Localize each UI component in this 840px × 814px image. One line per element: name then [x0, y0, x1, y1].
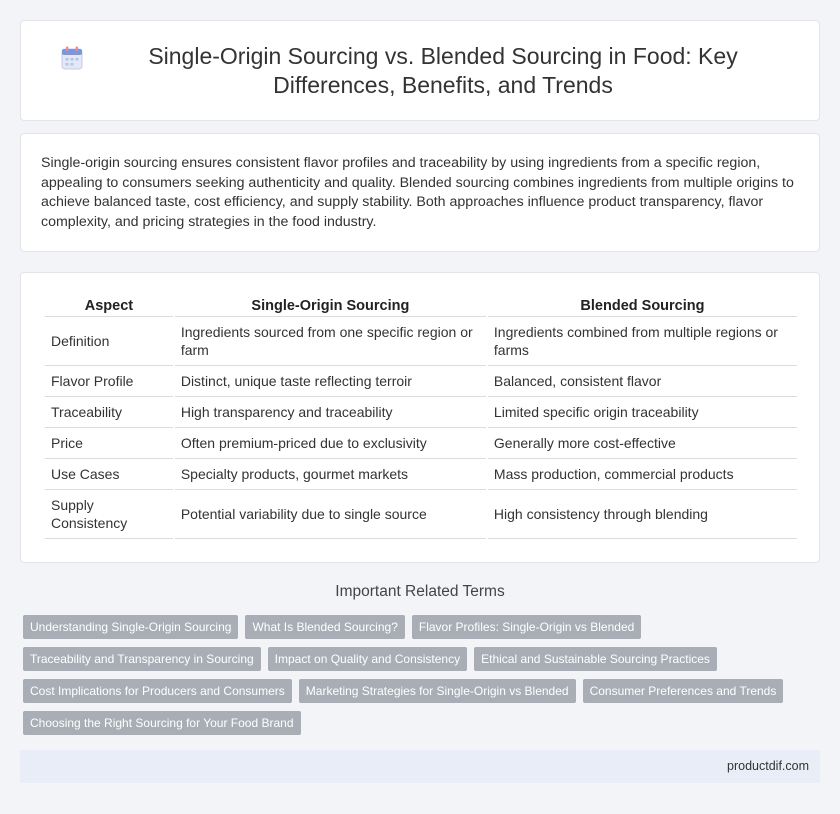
table-row — [45, 459, 797, 490]
tag-row — [23, 647, 823, 671]
related-tag[interactable]: What Is Blended Sourcing? — [245, 615, 404, 639]
cell-single-origin: Potential variability due to single source — [175, 490, 486, 539]
header-aspect: Aspect — [45, 295, 173, 317]
related-terms-tags — [23, 615, 823, 743]
cell-blended: High consistency through blending — [488, 490, 797, 539]
header-blended: Blended Sourcing — [488, 295, 797, 317]
intro-paragraph: Single-origin sourcing ensures consistent flavor profiles and traceability by using ingredients from a specific region, appealing to consumers seeking authenticity and quality. Blended sourcing combines ingredients from multiple origins to achieve balanced taste, cost efficiency, and supply stability. Both approaches influence product transparency, flavor complexity, and pricing strategies in the food industry. — [41, 155, 794, 230]
site-link[interactable]: productdif.com — [727, 759, 809, 773]
cell-aspect: Flavor Profile — [45, 366, 173, 397]
title-wrap — [61, 42, 779, 100]
table-row — [45, 366, 797, 397]
cell-single-origin: Specialty products, gourmet markets — [175, 459, 486, 490]
cell-single-origin: Distinct, unique taste reflecting terroir — [175, 366, 486, 397]
cell-single-origin: Ingredients sourced from one specific region or farm — [175, 317, 486, 366]
cell-blended: Mass production, commercial products — [488, 459, 797, 490]
tag-row — [23, 711, 823, 735]
cell-blended: Balanced, consistent flavor — [488, 366, 797, 397]
cell-aspect: Supply Consistency — [45, 490, 173, 539]
table-row — [45, 428, 797, 459]
cell-single-origin: High transparency and traceability — [175, 397, 486, 428]
title-card — [20, 20, 820, 121]
related-terms-heading: Important Related Terms — [335, 583, 505, 600]
cell-aspect: Definition — [45, 317, 173, 366]
table-row — [45, 490, 797, 539]
comparison-table — [43, 295, 799, 539]
related-tag[interactable]: Impact on Quality and Consistency — [268, 647, 467, 671]
cell-single-origin: Often premium-priced due to exclusivity — [175, 428, 486, 459]
tag-row — [23, 615, 823, 639]
footer-bar — [20, 750, 820, 783]
cell-aspect: Traceability — [45, 397, 173, 428]
cell-blended: Limited specific origin traceability — [488, 397, 797, 428]
table-row — [45, 317, 797, 366]
cell-aspect: Price — [45, 428, 173, 459]
related-tag[interactable]: Cost Implications for Producers and Consumers — [23, 679, 292, 703]
table-header-row — [45, 295, 797, 317]
intro-card — [20, 133, 820, 252]
related-tag[interactable]: Marketing Strategies for Single-Origin vs Blended — [299, 679, 576, 703]
page-title: Single-Origin Sourcing vs. Blended Sourcing in Food: Key Differences, Benefits, and Trends — [148, 42, 738, 98]
table-row — [45, 397, 797, 428]
related-tag[interactable]: Consumer Preferences and Trends — [583, 679, 784, 703]
cell-aspect: Use Cases — [45, 459, 173, 490]
related-tag[interactable]: Understanding Single-Origin Sourcing — [23, 615, 238, 639]
related-tag[interactable]: Ethical and Sustainable Sourcing Practices — [474, 647, 717, 671]
related-tag[interactable]: Traceability and Transparency in Sourcing — [23, 647, 261, 671]
related-tag[interactable]: Flavor Profiles: Single-Origin vs Blended — [412, 615, 641, 639]
calendar-icon — [61, 46, 83, 70]
related-tag[interactable]: Choosing the Right Sourcing for Your Food Brand — [23, 711, 301, 735]
cell-blended: Generally more cost-effective — [488, 428, 797, 459]
cell-blended: Ingredients combined from multiple regions or farms — [488, 317, 797, 366]
header-single-origin: Single-Origin Sourcing — [175, 295, 486, 317]
comparison-card — [20, 272, 820, 563]
tag-row — [23, 679, 823, 703]
